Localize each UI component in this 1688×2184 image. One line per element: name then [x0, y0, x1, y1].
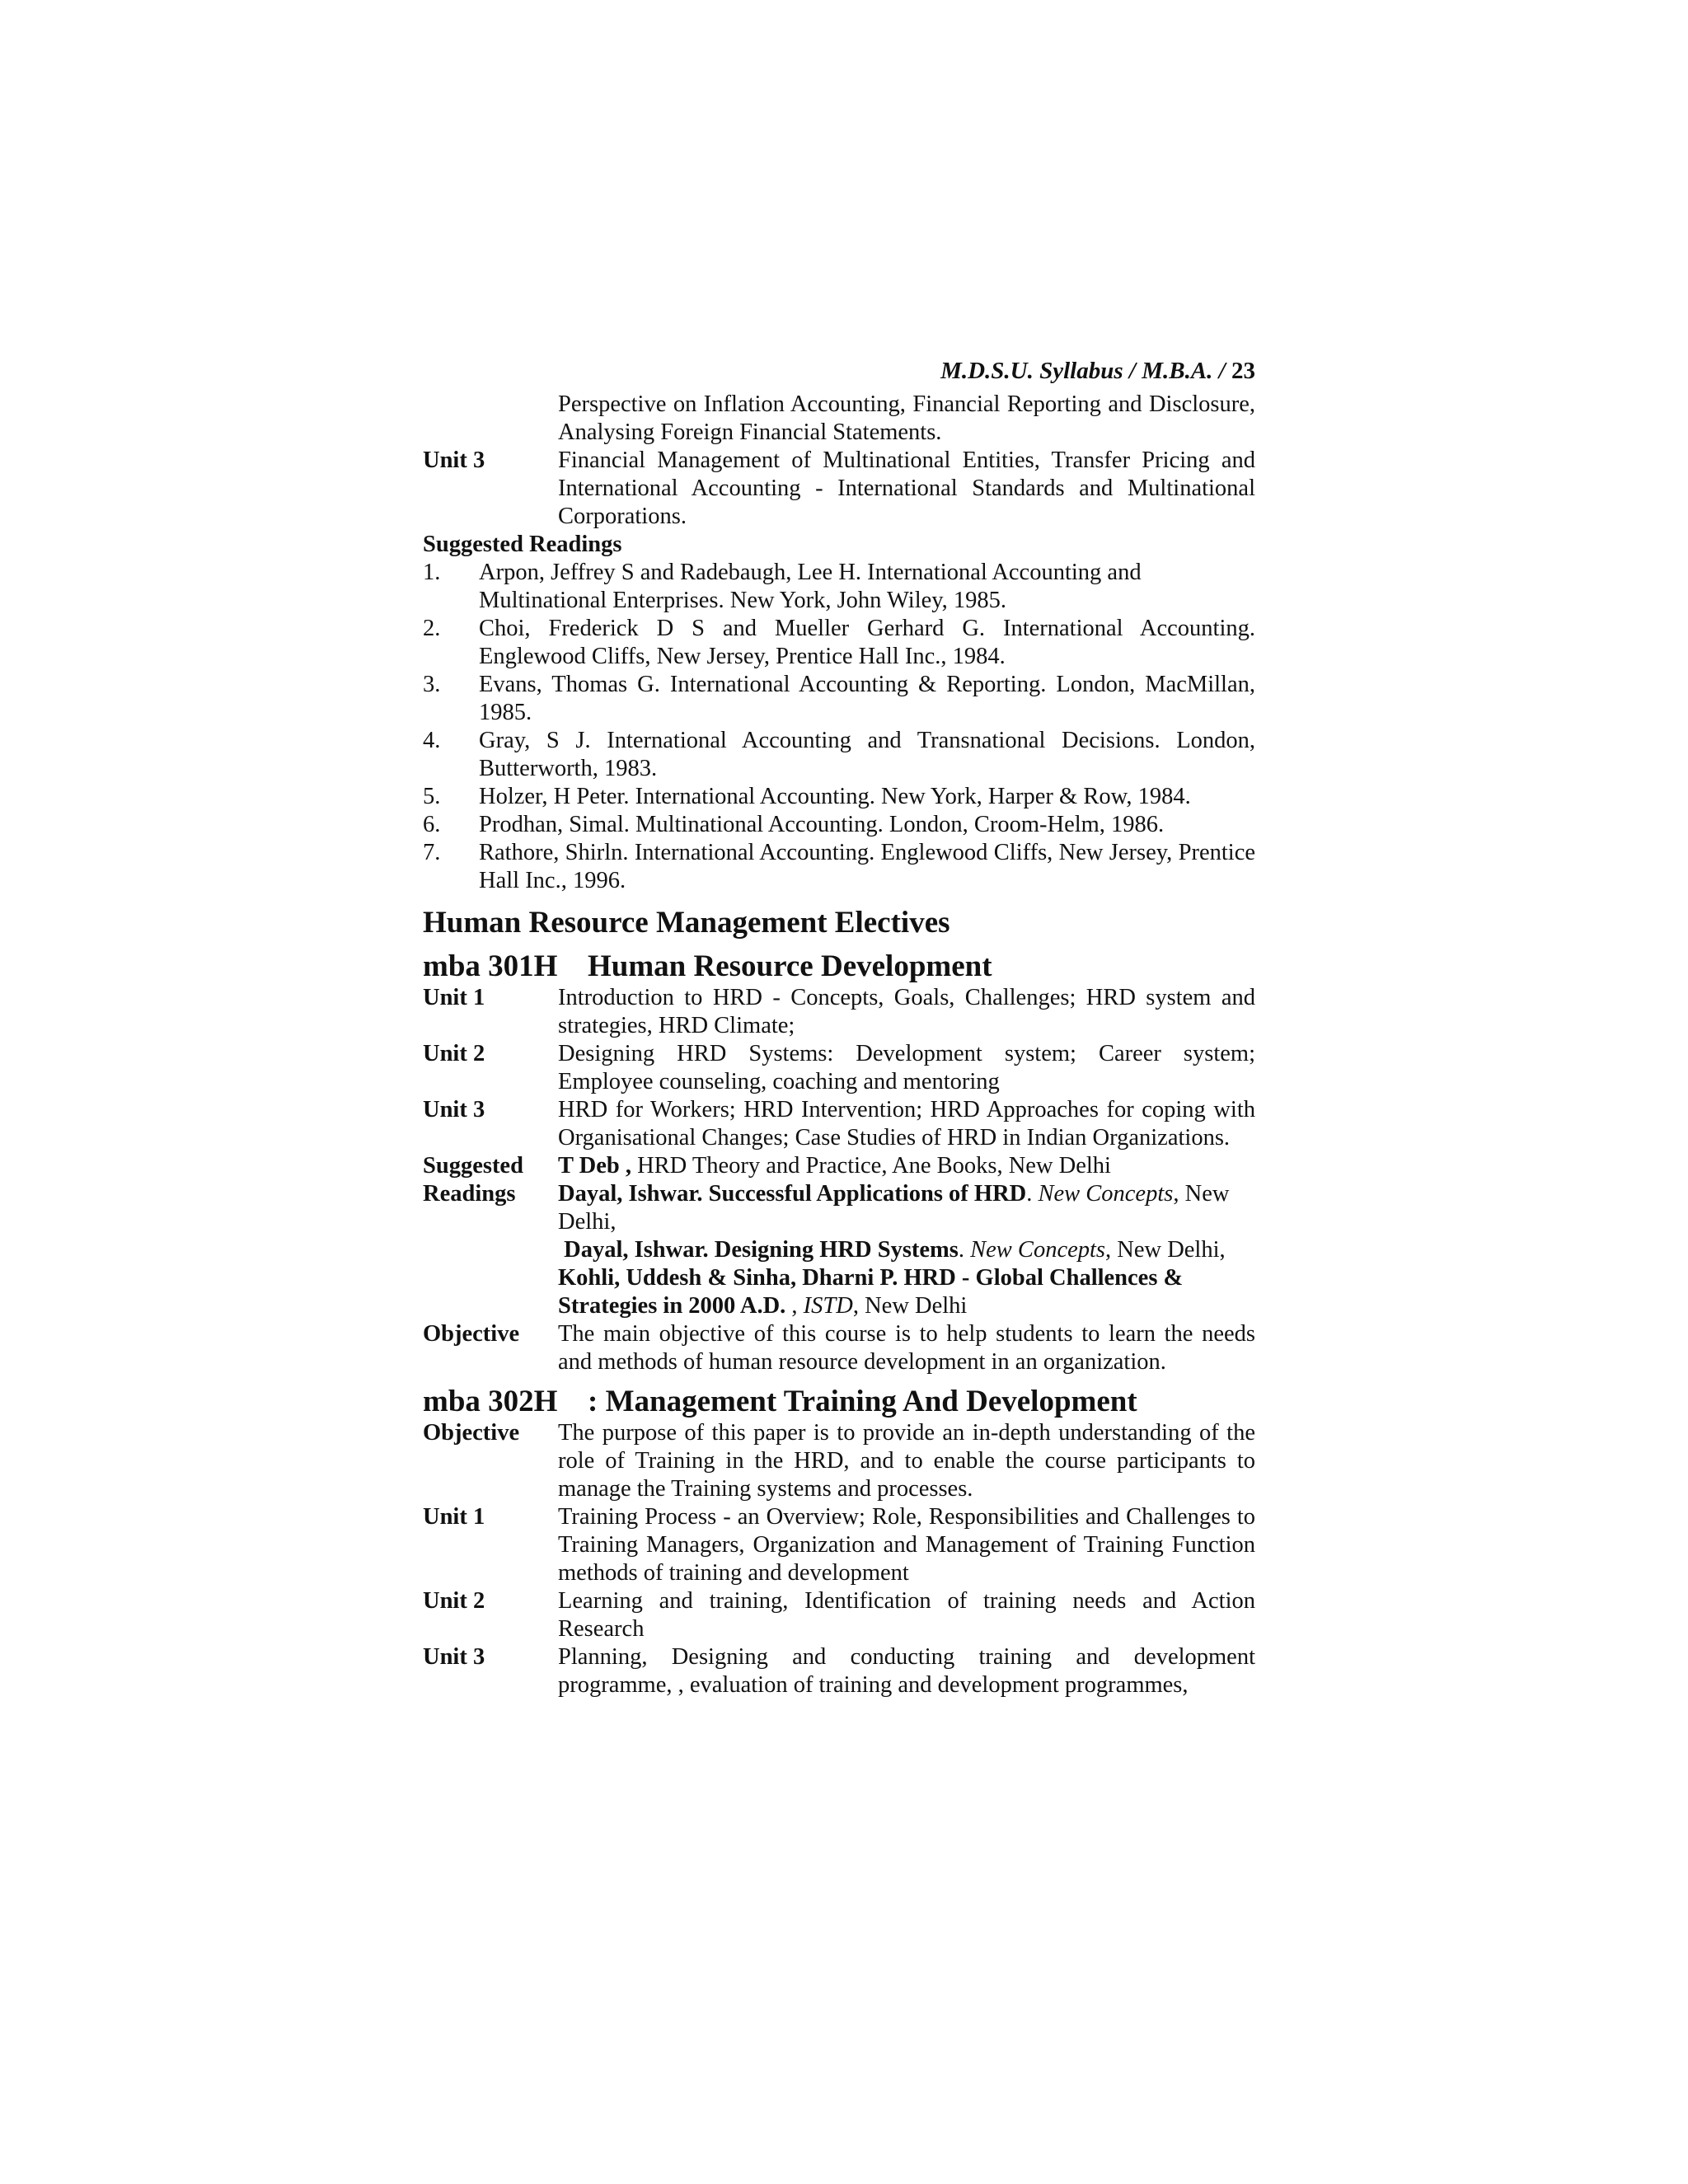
course-code: mba 302H — [423, 1385, 558, 1418]
unit-label: Unit 3 — [423, 1644, 485, 1670]
objective-text: The main objective of this course is to help students to learn the needs and methods of human resource development in an organization. — [558, 1321, 1255, 1375]
list-item: 6. Prodhan, Simal. Multinational Accounting. London, Croom-Helm, 1986. — [423, 812, 1165, 837]
list-item: Dayal, Ishwar. Successful Applications of HRD. New Concepts, New Delhi, — [558, 1181, 1230, 1235]
readings-label: Suggested Readings — [423, 1153, 523, 1207]
unit-row — [423, 1503, 1255, 1587]
objective-label: Objective — [423, 1420, 520, 1446]
unit-row — [423, 1040, 1255, 1096]
unit-text: HRD for Workers; HRD Intervention; HRD Approaches for coping with Organisational Changes; Case Studies of HRD in Indian Organizations. — [558, 1097, 1255, 1151]
course-title: : Management Training And Development — [588, 1385, 1137, 1418]
readings-list — [558, 1152, 1255, 1320]
unit-text: Financial Management of Multinational Entities, Transfer Pricing and International Accounting - International Standards and Multinational Corporations. — [558, 448, 1255, 529]
unit-label: Unit 2 — [423, 1041, 485, 1066]
unit-text: Introduction to HRD - Concepts, Goals, Challenges; HRD system and strategies, HRD Climate; — [558, 985, 1255, 1038]
list-item: 1. Arpon, Jeffrey S and Radebaugh, Lee H. International Accounting and Multinational Enterprises. New York, John Wiley, 1985. — [423, 560, 1142, 613]
list-item: 7. Rathore, Shirln. International Accounting. Englewood Cliffs, New Jersey, Prentice Hall Inc., 1996. — [423, 840, 1255, 893]
course-heading-301h — [423, 949, 1255, 984]
unit-row — [423, 1096, 1255, 1152]
course-title: Human Resource Development — [588, 949, 992, 983]
course-code: mba 301H — [423, 949, 558, 983]
unit-label: Unit 3 — [423, 448, 485, 473]
course-heading-302h — [423, 1385, 1255, 1419]
unit-text: Planning, Designing and conducting training and development programme, , evaluation of training and development programmes, — [558, 1644, 1255, 1698]
unit-row — [423, 984, 1255, 1040]
unit-label: Unit 1 — [423, 1504, 485, 1530]
unit-row — [423, 1643, 1255, 1699]
readings-block — [423, 1152, 1255, 1320]
objective-row — [423, 1320, 1255, 1376]
unit-row — [423, 447, 1255, 531]
unit-label: Unit 3 — [423, 1097, 485, 1122]
list-item: 2. Choi, Frederick D S and Mueller Gerhard G. International Accounting. Englewood Cliffs, New Jersey, Prentice Hall Inc., 1984. — [423, 616, 1255, 669]
unit-text: Designing HRD Systems: Development system; Career system; Employee counseling, coaching and mentoring — [558, 1041, 1255, 1094]
readings-heading: Suggested Readings — [423, 532, 622, 557]
objective-row — [423, 1419, 1255, 1503]
unit-row — [423, 1587, 1255, 1643]
running-header — [423, 354, 1255, 387]
list-item: Dayal, Ishwar. Designing HRD Systems. New Concepts, New Delhi, — [564, 1237, 1226, 1263]
unit-label: Unit 1 — [423, 985, 485, 1010]
section-title: Human Resource Management Electives — [423, 906, 950, 940]
unit-text: Training Process - an Overview; Role, Responsibilities and Challenges to Training Managers, Organization and Management of Training Function methods of training and development — [558, 1504, 1255, 1586]
syllabus-page — [423, 354, 1255, 1699]
unit-label: Unit 2 — [423, 1588, 485, 1614]
unit-text: Learning and training, Identification of training needs and Action Research — [558, 1588, 1255, 1642]
running-title: M.D.S.U. Syllabus / M.B.A. / — [940, 358, 1226, 384]
list-item: Kohli, Uddesh & Sinha, Dharni P. HRD - Global Challences & Strategies in 2000 A.D. , ISTD, New Delhi — [558, 1265, 1184, 1319]
list-item: T Deb , HRD Theory and Practice, Ane Books, New Delhi — [558, 1153, 1111, 1179]
list-item: 5. Holzer, H Peter. International Accounting. New York, Harper & Row, 1984. — [423, 784, 1191, 809]
list-item: 4. Gray, S J. International Accounting and Transnational Decisions. London, Butterworth, 1983. — [423, 728, 1255, 781]
objective-text: The purpose of this paper is to provide an in-depth understanding of the role of Training in the HRD, and to enable the course participants to manage the Training systems and processes. — [558, 1420, 1255, 1502]
page-number: 23 — [1231, 358, 1255, 384]
readings-list — [423, 559, 1255, 895]
objective-label: Objective — [423, 1321, 520, 1347]
list-item: 3. Evans, Thomas G. International Accounting & Reporting. London, MacMillan, 1985. — [423, 672, 1255, 725]
continuation-paragraph: Perspective on Inflation Accounting, Financial Reporting and Disclosure, Analysing Foreign Financial Statements. — [558, 391, 1255, 445]
